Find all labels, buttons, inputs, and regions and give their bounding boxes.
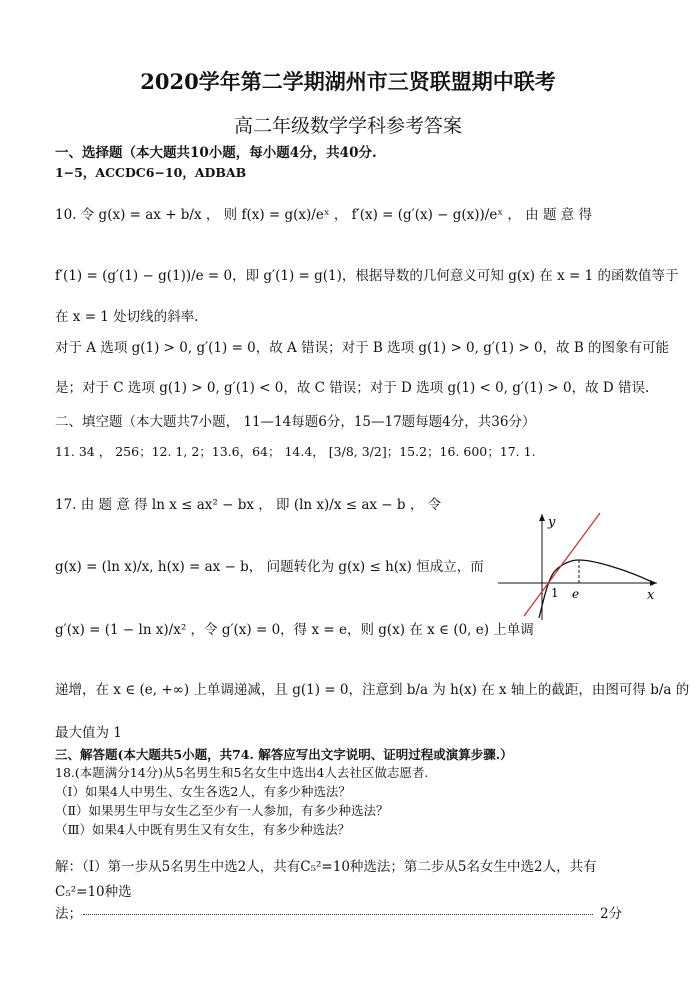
x-axis-arrow <box>650 580 657 586</box>
section1-heading: 一、选择题（本大题共10小题，每小题4分，共40分. <box>55 145 377 161</box>
q17-line1: 17. 由 题 意 得 ln x ≤ ax² − bx ， 即 (ln x)/x ≤ ax − b ， 令 <box>55 497 442 513</box>
solution-line3: 法； <box>55 906 82 922</box>
function-graph <box>492 508 662 623</box>
q18-part-i: （Ⅰ）如果4人中男生、女生各选2人，有多少种选法？ <box>55 784 351 799</box>
tangent-line <box>524 513 600 616</box>
q10-line2: f′(1) = (g′(1) − g(1))/e = 0，即 g′(1) = g(1)，根据导数的几何意义可知 g(x) 在 x = 1 的函数值等于 <box>55 268 679 284</box>
score-leader-dots <box>83 914 593 915</box>
x-axis-label: x <box>647 588 655 603</box>
q17-line5: 最大值为 1 <box>55 725 122 741</box>
solution-line2: C₅²=10种选 <box>55 884 132 900</box>
section1-answers: 1−5，ACCDC6−10，ADBAB <box>55 165 247 180</box>
section3-heading: 三、解答题(本大题共5小题，共74. 解答应写出文字说明、证明过程或演算步骤.） <box>55 747 513 762</box>
q18-part-ii: （Ⅱ）如果男生甲与女生乙至少有一人参加，有多少种选法？ <box>55 803 389 818</box>
y-axis-arrow <box>539 514 545 521</box>
q17-line3: g′(x) = (1 − ln x)/x² ，令 g′(x) = 0，得 x = e，则 g(x) 在 x ∈ (0, e) 上单调 <box>55 622 534 638</box>
q10-line5: 是；对于 C 选项 g(1) > 0, g′(1) < 0，故 C 错误；对于 D 选项 g(1) < 0, g′(1) > 0，故 D 错误. <box>55 380 650 396</box>
page-subtitle: 高二年级数学学科参考答案 <box>233 115 462 137</box>
page-title: 2020学年第二学期湖州市三贤联盟期中联考 <box>140 69 556 94</box>
q17-line2: g(x) = (ln x)/x, h(x) = ax − b， 问题转化为 g(x) ≤ h(x) 恒成立，而 <box>55 559 484 575</box>
q10-line1: 10. 令 g(x) = ax + b/x ， 则 f(x) = g(x)/eˣ ， f′(x) = (g′(x) − g(x))/eˣ ， 由 题 意 得 <box>55 207 593 223</box>
y-axis-label: y <box>548 515 556 530</box>
tick-one-label: 1 <box>551 586 559 600</box>
q17-line4: 递增，在 x ∈ (e, +∞) 上单调递减，且 g(1) = 0，注意到 b/a 为 h(x) 在 x 轴上的截距，由图可得 b/a 的 <box>55 682 690 698</box>
q10-line3: 在 x = 1 处切线的斜率. <box>55 309 199 325</box>
solution-line1: 解：（Ⅰ）第一步从5名男生中选2人，共有C₅²=10种选法；第二步从5名女生中选2人，共有 <box>55 859 597 875</box>
section2-answers: 11. 34 ， 256；12. 1, 2；13.6，64； 14.4， [3/8, 3/2]；15.2；16. 600；17. 1. <box>55 444 536 459</box>
tick-e-label: e <box>572 587 580 601</box>
q18-stem: 18.(本题满分14分)从5名男生和5名女生中选出4人去社区做志愿者. <box>55 765 429 780</box>
solution-score: 2分 <box>600 906 623 922</box>
section2-heading: 二、填空题（本大题共7小题， 11—14每题6分，15—17题每题4分，共36分） <box>55 414 536 430</box>
q10-line4: 对于 A 选项 g(1) > 0, g′(1) = 0，故 A 错误；对于 B 选项 g(1) > 0, g′(1) > 0，故 B 的图象有可能 <box>55 340 670 356</box>
q18-part-iii: （Ⅲ）如果4人中既有男生又有女生，有多少种选法？ <box>55 822 351 837</box>
